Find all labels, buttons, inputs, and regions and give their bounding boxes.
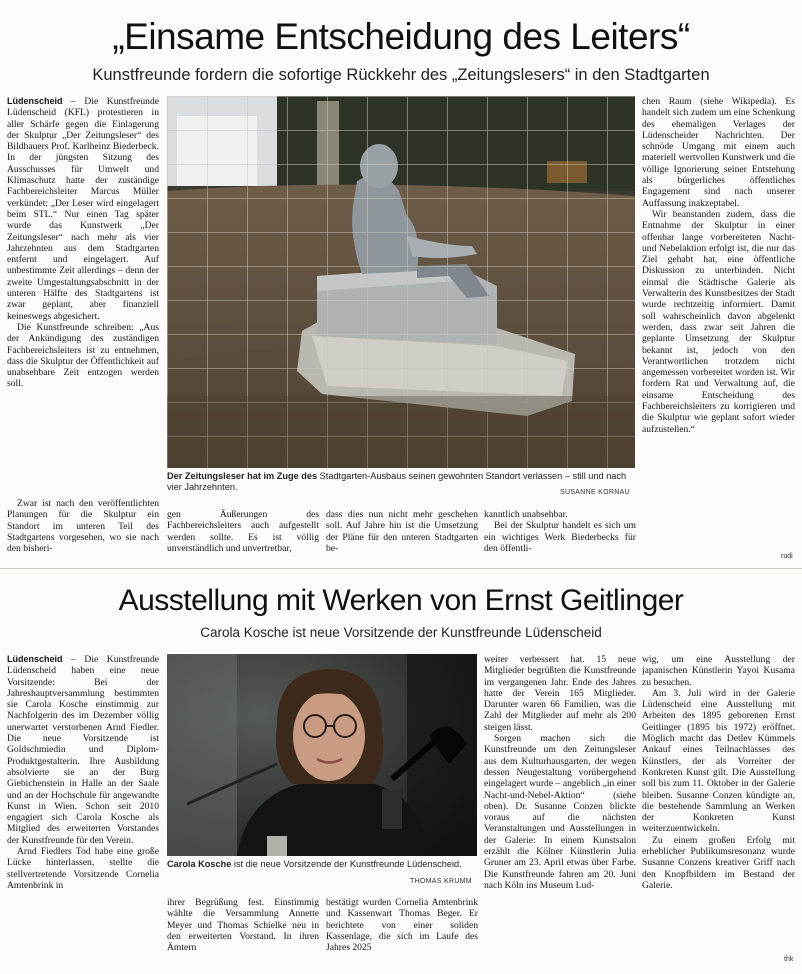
article2-column-1 (7, 654, 159, 966)
article1-column-5 (642, 96, 795, 561)
headline-2: Ausstellung mit Werken von Ernst Geitlinger (118, 584, 684, 617)
body-text: Die Kunstfreunde schreiben: „Aus der Ankündigung des zuständigen Fachbereichsleiters ist zu entnehmen, dass die Skulptur der Öffentlichkeit auf unabsehbare Zeit entzogen werden soll. (7, 321, 159, 390)
body-text: – Die Kunstfreunde Lüdenscheid (KFL) protestieren in aller Schärfe gegen die Einlagerung der Skulptur „Der Zeitungsleser“ des Bildhauers Prof. Karlheinz Biederbeck. In der jüngsten Sitzung des Ausschusses für Umwelt und Klimaschutz hatte der zuständige Fachbereichsleiter Marcus Müller verkündet: „Der Leser wird eingelagert beim STL.“ Nur einen Tag später wurde das Kunstwerk „Der Zeitungsleser“ nach mehr als vier Jahrzehnten aus dem Stadtgarten entfernt und eingelagert. Auf unbestimmte Zeit allerdings – denn der zweite Umgestaltungsabschnitt in der unteren Hälfte des Stadtgartens ist zwar geplant, aber finanziell keineswegs abgesichert. (7, 96, 159, 322)
article2-column-5 (642, 654, 795, 966)
body-text: wig, um eine Ausstellung der japanischen Künstlerin Yayoi Kusama zu besuchen. (642, 654, 795, 688)
body-text: Sorgen machen sich die Kunstfreunde um den Zeitungsleser aus dem Kulturhausgarten, der wegen dessen Neugestaltung vorübergehend eingelagert wurde – angeblich „in einer Nacht-und-Nebel-Aktion“ (siehe oben). Dr. Susanne Conzen blickte voraus auf die nächsten Veranstaltungen und Ausstellungen in der Galerie: In einem Kunstsalon erzählt die Kölner Künstlerin Julia Gruner am 23. April etwas über Farbe. Die Kunstfreunde fahren am 20. Juni nach Köln ins Museum Lud- (484, 733, 636, 891)
article-separator (0, 568, 802, 569)
author-initials-2: thk (784, 956, 794, 963)
article2-column-4 (484, 654, 636, 966)
body-text: weiter verbessert hat. 15 neue Mitglieder begrüßten die Kunstfreunde im vergangenen Jahr. Ende des Jahres hatte der Verein 165 Mitglieder. Darunter waren 66 Familien, was die Zahl der Mitglieder auf mehr als 200 steigen lässt. (484, 654, 636, 733)
dateline: Lüdenscheid (7, 96, 63, 106)
dateline: Lüdenscheid (7, 654, 63, 664)
sculpture-photo (167, 96, 635, 468)
body-text: ihrer Begrüßung fest. Einstimmig wählte die Versammlung Annette Meyer und Thomas Schielke neu in den erweiterten Vorstand. In ihren Ämtern (167, 897, 319, 954)
headline-1: „Einsame Entscheidung des Leiters“ (112, 16, 690, 57)
article1-column-1 (7, 96, 159, 471)
article2-column-2 (167, 897, 319, 966)
body-text: Wir beanstanden zudem, dass die Entnahme der Skulptur in einer offenbar lange vorbereiteten Nacht- und Nebelaktion erfolgt ist, die nur das Ziel gehabt hat, eine öffentliche Diskussion zu unterbinden. Nicht einmal die Städtische Galerie als Verwalterin des Kunstbesitzes der Stadt wurde rechtzeitig informiert. Damit soll wahrscheinlich davon abgelenkt werden, dass zwar seit Jahren die geplante Umsetzung der Skulptur bekannt ist, jedoch von den Verantwortlichen trotzdem nicht angemessen vorbereitet worden ist. Wir fordern Rat und Verwaltung auf, die einsame Entscheidung des Fachbereichsleiters zu korrigieren und die Skulptur wie geplant sofort wieder aufzustellen.“ (642, 208, 795, 435)
portrait-image (167, 654, 477, 856)
body-text: gen Äußerungen des Fachbereichsleiters auch aufgestellt werden sollte. Es ist völlig unverständlich und unvertretbar, (167, 509, 319, 554)
article1-column-4 (484, 509, 636, 563)
body-text: dass dies nun nicht mehr geschehen soll. Auf Jahre hin ist die Umsetzung der Pläne für den unteren Stadtgarten be- (326, 509, 478, 554)
article1-column-2 (167, 509, 319, 563)
body-text: – Die Kunstfreunde Lüdenscheid haben eine neue Vorsitzende: Bei der Jahreshauptversammlung bestimmten sie Carola Kosche einstimmig zur Nachfolgerin des im Dezember völlig unerwartet verstorbenen Arnd Fiedler. Die neue Vorsitzende ist Goldschmiedin und Diplom-Produktgestalterin. Ihre Ausbildung absolvierte sie an der Burg Giebichenstein in Halle an der Saale und an der Hochschule für angewandte Kunst in Wien. Schon seit 2010 engagiert sich Carola Kosche als Mitglied des erweiterten Vorstandes der Kunstfreunde für den Verein. (7, 654, 159, 846)
sculpture-image (167, 96, 635, 468)
photo-credit-2: THOMAS KRUMM (410, 878, 472, 885)
author-initials-1: rudi (781, 553, 793, 560)
body-text: kanntlich unabsehbar. (484, 509, 568, 520)
body-text: Am 3. Juli wird in der Galerie Lüdenscheid eine Ausstellung mit Arbeiten des 1895 geborenen Ernst Geitlinger (1895 bis 1972) eröffnet. Möglich macht das Detlev Kümmels Ankauf eines Teilnachlasses des Künstlers, der als Vorreiter der Konkreten Kunst gilt. Die Ausstellung soll bis zum 11. Oktober in der Galerie bleiben. Susanne Conzen kündigte an, die bestehende Sammlung an Werken der Konkreten Kunst weiterzuentwickeln. (642, 687, 795, 835)
article2-column-3 (326, 897, 478, 966)
portrait-photo (167, 654, 477, 856)
photo-credit-1: SUSANNE KORNAU (560, 489, 630, 496)
body-text: bestätigt wurden Cornelia Amtenbrink und Kassenwart Thomas Beger. Er berichtete von einer soliden Kassenlage, die sich im Laufe des Jahres 2025 (326, 897, 478, 954)
subhead-2: Carola Kosche ist neue Vorsitzende der Kunstfreunde Lüdenscheid (200, 625, 602, 640)
body-text: chen Raum (siehe Wikipedia). Es handelt sich zudem um eine Schenkung des ehemaligen Verlages der Lüdenscheider Nachrichten. Der schnöde Umgang mit einem auch materiell wertvollen Kunstwerk und die völlige Ignorierung seiner Entstehung als bürgerliches öffentliches Engagement sind nach unserer Auffassung inakzeptabel. (642, 96, 795, 209)
caption-bold: Der Zeitungsleser hat im Zuge des (167, 471, 318, 481)
body-text: Bei der Skulptur handelt es sich um ein wichtiges Werk Biederbecks für den öffentli- (484, 520, 636, 554)
caption-bold: Carola Kosche (167, 859, 232, 869)
body-text: Arnd Fiedlers Tod habe eine große Lücke hinterlassen, stellte die stellvertretende Vorsitzende Cornelia Amtenbrink in (7, 846, 159, 891)
article1-column-3 (326, 509, 478, 563)
photo-caption-2 (167, 859, 477, 870)
article1-column-1-bottom (7, 498, 159, 560)
caption-text: Stadtgarten-Ausbaus seinen gewohnten Standort verlassen – still und nach vier Jahrzehnten. (167, 471, 627, 493)
caption-text: ist die neue Vorsitzende der Kunstfreunde Lüdenscheid. (231, 859, 462, 869)
body-text: Zwar ist nach den veröffentlichten Planungen für die Skulptur ein Standort im unteren Teil des Stadtgartens vorgesehen, wo sie nach den bisheri- (7, 498, 159, 555)
body-text: Zu einem großen Erfolg mit erheblicher Publikumsresonanz wurde Susanne Conzens kreativer Griff nach den Knopfbildern im Bestand der Galerie. (642, 834, 795, 891)
subhead-1: Kunstfreunde fordern die sofortige Rückkehr des „Zeitungslesers“ in den Stadtgarten (92, 66, 710, 84)
